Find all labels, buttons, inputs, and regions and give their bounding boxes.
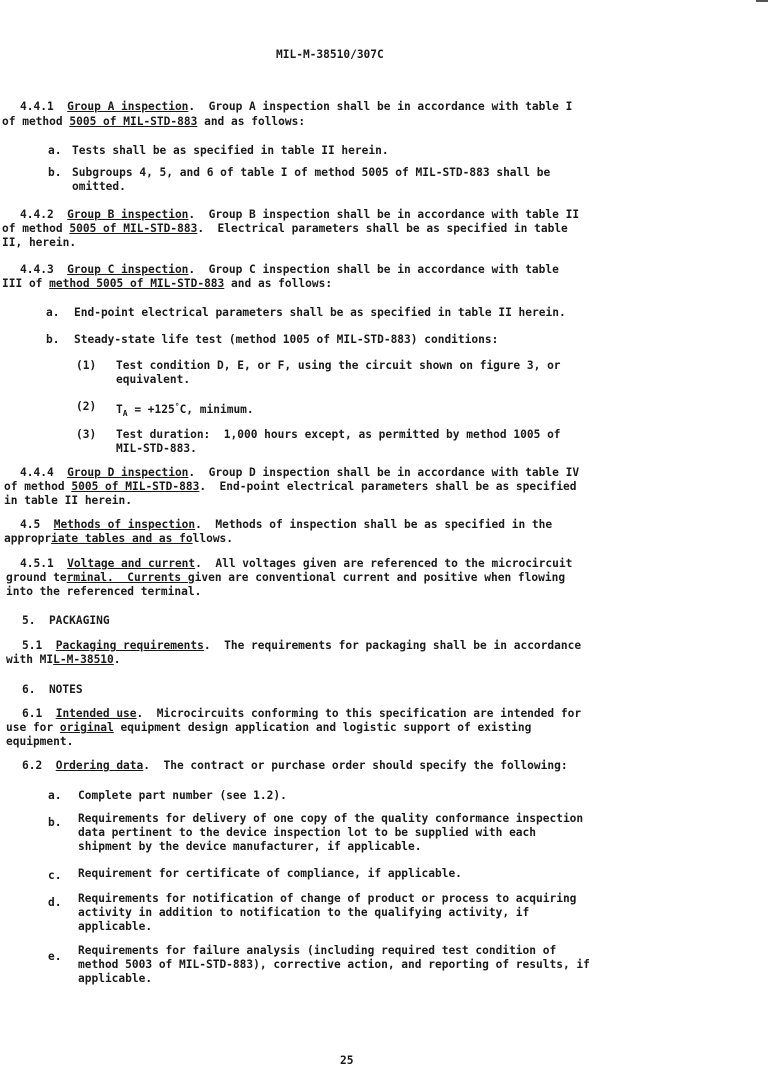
temperature-unit: C, minimum. (179, 403, 254, 416)
paragraph-line (20, 466, 579, 480)
reference-text: rminal. Currents g (66, 571, 195, 584)
paragraph-line (4, 480, 577, 494)
paragraph-line: equipment. (6, 735, 74, 748)
paragraph-text: ground te (6, 571, 67, 584)
paragraph-text: . Group A inspection shall be in accordance with table I (188, 100, 573, 113)
paragraph-text: llows. (192, 532, 234, 545)
section-title: Methods of inspection (53, 518, 196, 531)
paragraph-line (22, 707, 581, 721)
list-item-text: applicable. (78, 920, 153, 933)
section-title: Group B inspection (67, 208, 189, 221)
section-number: 4.4.1 (20, 100, 54, 113)
sub-item-text: MIL-STD-883. (116, 442, 197, 455)
section-title: Voltage and current (67, 557, 196, 570)
temperature-value: = +125 (127, 403, 175, 416)
paragraph-text: and as follows: (224, 277, 333, 290)
paragraph-text: . Microcircuits conforming to this specification are intended for (136, 707, 582, 720)
paragraph-line (20, 100, 572, 114)
symbol-t: T (116, 403, 123, 416)
paragraph-text: . The requirements for packaging shall be in accordance (203, 639, 582, 652)
degree-symbol: ° (174, 402, 180, 411)
document-id: MIL-M-38510/307C (276, 48, 384, 61)
list-item-text: Steady-state life test (method 1005 of MIL-STD-883) conditions: (74, 333, 499, 346)
list-item-text: activity in addition to notification to the qualifying activity, if (78, 906, 530, 919)
paragraph-line (22, 759, 568, 773)
list-label: a. (46, 306, 60, 319)
list-item-text: End-point electrical parameters shall be as specified in table II herein. (74, 306, 566, 319)
section-title: Group D inspection (67, 466, 189, 479)
section-number: 4.5 (20, 518, 41, 531)
list-label: e. (48, 950, 62, 963)
paragraph-text: . All voltages given are referenced to the microcircuit (195, 557, 573, 570)
list-item-text: Requirements for notification of change of product or process to acquiring (78, 892, 577, 905)
paragraph-text: with MI (6, 653, 54, 666)
paragraph-line: into the referenced terminal. (6, 585, 202, 598)
paragraph-text: . The contract or purchase order should specify the following: (143, 759, 568, 772)
section-number: 4.4.3 (20, 263, 54, 276)
paragraph-line (20, 263, 559, 277)
paragraph-line (2, 222, 568, 236)
reference-text: method 5005 of MIL-STD-883 (49, 277, 225, 290)
sub-item-label: (1) (76, 359, 97, 372)
list-label: c. (48, 869, 62, 882)
paragraph-text: . (113, 653, 121, 666)
reference-text: 5005 of MIL-STD-883 (69, 222, 198, 235)
sub-item-text: equivalent. (116, 373, 191, 386)
section-heading-notes: 6. NOTES (22, 683, 83, 696)
section-number: 5.1 (22, 639, 43, 652)
list-label: b. (46, 333, 60, 346)
paragraph-text: and as follows: (197, 115, 306, 128)
paragraph-text: of method (2, 222, 70, 235)
paragraph-text: . Methods of inspection shall be as specified in the (195, 518, 553, 531)
section-number: 4.4.2 (20, 208, 54, 221)
section-number: 4.4.4 (20, 466, 54, 479)
sub-item-label: (2) (76, 400, 97, 413)
paragraph-text: of method (4, 480, 72, 493)
list-item-text: applicable. (78, 972, 153, 985)
page-number: 25 (340, 1054, 354, 1067)
paragraph-text: . Group B inspection shall be in accordance with table II (188, 208, 580, 221)
scan-edge-mark (756, 0, 768, 2)
paragraph-line (2, 277, 332, 291)
list-label: d. (48, 896, 62, 909)
paragraph-line (2, 115, 305, 129)
reference-text: 5005 of MIL-STD-883 (71, 480, 200, 493)
paragraph-line (20, 557, 572, 571)
list-label: b. (48, 816, 62, 829)
section-title: Group A inspection (67, 100, 189, 113)
paragraph-text: equipment design application and logistic support of existing (113, 721, 532, 734)
paragraph-text: iven are conventional current and positive when flowing (194, 571, 566, 584)
section-number: 6.2 (22, 759, 43, 772)
list-item-text: Complete part number (see 1.2). (78, 789, 287, 802)
paragraph-line: in table II herein. (4, 494, 132, 507)
paragraph-line: II, herein. (2, 236, 77, 249)
paragraph-line (6, 571, 565, 585)
paragraph-text: . End-point electrical parameters shall be as specified (199, 480, 577, 493)
section-title: Packaging requirements (55, 639, 204, 652)
subscript-a: A (122, 409, 128, 418)
list-label: b. (48, 166, 62, 179)
sub-item-text: Test duration: 1,000 hours except, as permitted by method 1005 of (116, 428, 561, 441)
paragraph-text: use for (6, 721, 60, 734)
paragraph-line (22, 639, 581, 653)
paragraph-line (6, 721, 531, 735)
list-item-text: Requirements for delivery of one copy of the quality conformance inspection (78, 812, 584, 825)
section-title: Group C inspection (67, 263, 189, 276)
list-item-text: Subgroups 4, 5, and 6 of table I of method 5005 of MIL-STD-883 shall be (72, 166, 551, 179)
reference-text: original (59, 721, 114, 734)
paragraph-text: . Group D inspection shall be in accordance with table IV (188, 466, 580, 479)
list-item-text: omitted. (72, 180, 126, 193)
paragraph-line (20, 518, 552, 532)
paragraph-text: of method (2, 115, 70, 128)
list-item-text: Tests shall be as specified in table II herein. (72, 144, 389, 157)
sub-item-label: (3) (76, 428, 97, 441)
list-label: a. (48, 789, 62, 802)
paragraph-text: III of (2, 277, 50, 290)
section-number: 6.1 (22, 707, 43, 720)
paragraph-text: appropr (4, 532, 52, 545)
paragraph-line (20, 208, 579, 222)
sub-item-text: Test condition D, E, or F, using the circuit shown on figure 3, or (116, 359, 561, 372)
list-item-text: Requirements for failure analysis (including required test condition of (78, 944, 557, 957)
paragraph-text: . Group C inspection shall be in accordance with table (188, 263, 559, 276)
paragraph-line (4, 532, 233, 546)
section-title: Ordering data (55, 759, 144, 772)
list-item-text: method 5003 of MIL-STD-883), corrective action, and reporting of results, if (78, 958, 590, 971)
reference-text: L-M-38510 (53, 653, 114, 666)
section-title: Intended use (55, 707, 137, 720)
list-item-text: data pertinent to the device inspection lot to be supplied with each (78, 826, 537, 839)
reference-text: iate tables and as fo (51, 532, 193, 545)
section-number: 4.5.1 (20, 557, 54, 570)
paragraph-text: . Electrical parameters shall be as specified in table (197, 222, 568, 235)
list-item-text: Requirement for certificate of compliance, if applicable. (78, 867, 462, 880)
list-label: a. (48, 144, 62, 157)
reference-text: 5005 of MIL-STD-883 (69, 115, 198, 128)
paragraph-line (6, 653, 121, 667)
section-heading-packaging: 5. PACKAGING (22, 614, 110, 627)
sub-item-text (116, 400, 254, 421)
list-item-text: shipment by the device manufacturer, if applicable. (78, 840, 422, 853)
